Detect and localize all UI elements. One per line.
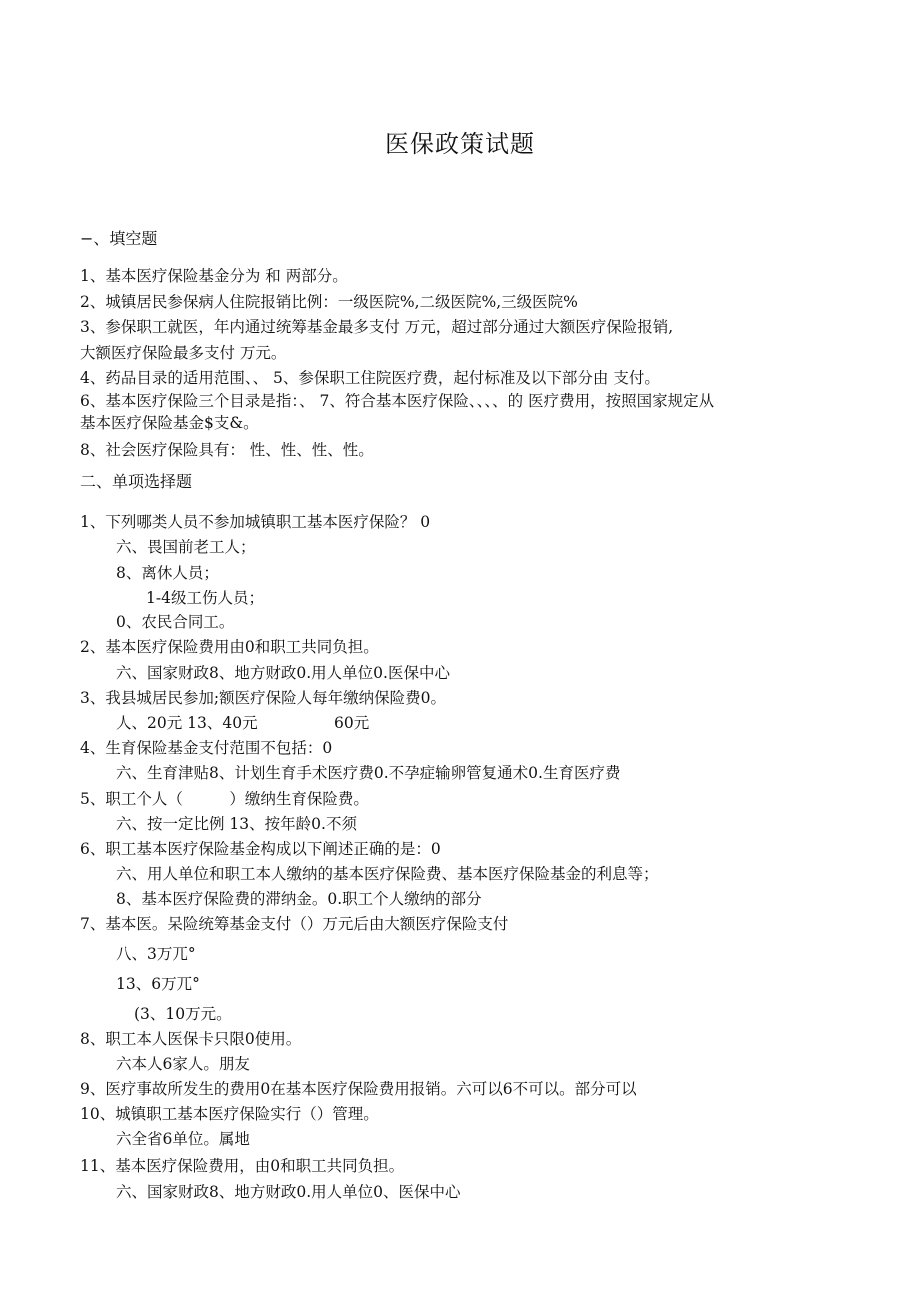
option-line: 8、基本医疗保险费的滞纳金。0.职工个人缴纳的部分 bbox=[116, 890, 482, 908]
question-line: 3、参保职工就医，年内通过统筹基金最多支付 万元，超过部分通过大额医疗保险报销, bbox=[80, 318, 674, 336]
option-line: (3、10万元。 bbox=[134, 1005, 232, 1023]
question-line: 大额医疗保险最多支付 万元。 bbox=[80, 344, 287, 362]
question-line: 4、生育保险基金支付范围不包括：0 bbox=[80, 739, 333, 757]
option-line: 六、生育津贴8、计划生育手术医疗费0.不孕症输卵管复通术0.生育医疗费 bbox=[116, 764, 621, 782]
option-line: 60元 bbox=[334, 714, 370, 732]
option-line: 六本人6家人。朋友 bbox=[116, 1055, 250, 1073]
question-line: 1、下列哪类人员不参加城镇职工基本医疗保险？ 0 bbox=[80, 513, 431, 531]
document-title: 医保政策试题 bbox=[385, 130, 535, 158]
question-line: 3、我县城居民参加;额医疗保险人每年缴纳保险费0。 bbox=[80, 689, 446, 707]
option-line: 六、国家财政8、地方财政0.用人单位0.医保中心 bbox=[116, 664, 450, 682]
option-line: 六、按一定比例 13、按年龄0.不须 bbox=[116, 815, 357, 833]
section-heading-single-choice: 二、单项选择题 bbox=[80, 472, 193, 491]
section-heading-fill-blank: −、填空题 bbox=[80, 229, 158, 248]
question-line: 基本医疗保险基金$支&。 bbox=[80, 414, 259, 432]
question-line: 6、职工基本医疗保险基金构成以下阐述正确的是：0 bbox=[80, 840, 441, 858]
option-line: 六、国家财政8、地方财政0.用人单位0、医保中心 bbox=[116, 1183, 461, 1201]
question-line: 5、职工个人（ ）缴纳生育保险费。 bbox=[80, 790, 369, 808]
question-line: 6、基本医疗保险三个目录是指：、 7、符合基本医疗保险、、、、的 医疗费用，按照国家规定从 bbox=[80, 392, 715, 410]
question-line: 2、基本医疗保险费用由0和职工共同负担。 bbox=[80, 638, 379, 656]
question-line: 4、药品目录的适用范围、、 5、参保职工住院医疗费，起付标准及以下部分由 支付。 bbox=[80, 369, 660, 387]
question-line: 9、医疗事故所发生的费用0在基本医疗保险费用报销。六可以6不可以。部分可以 bbox=[80, 1080, 637, 1098]
question-line: 7、基本医。呆险统筹基金支付（）万元后由大额医疗保险支付 bbox=[80, 915, 509, 933]
option-line: 人、20元 13、40元 bbox=[116, 714, 258, 732]
option-line: 八、3万兀° bbox=[116, 945, 196, 963]
question-line: 8、职工本人医保卡只限0使用。 bbox=[80, 1030, 302, 1048]
option-line: 13、6万兀° bbox=[116, 975, 200, 993]
question-line: 10、城镇职工基本医疗保险实行（）管理。 bbox=[80, 1105, 379, 1123]
question-line: 2、城镇居民参保病人住院报销比例：一级医院%,二级医院%,三级医院% bbox=[80, 293, 578, 311]
option-line: 六、畏国前老工人； bbox=[116, 538, 256, 556]
question-line: 1、基本医疗保险基金分为 和 两部分。 bbox=[80, 267, 348, 285]
option-line: 1-4级工伤人员； bbox=[146, 589, 264, 607]
option-line: 六、用人单位和职工本人缴纳的基本医疗保险费、基本医疗保险基金的利息等； bbox=[116, 865, 659, 883]
option-line: 8、离休人员； bbox=[116, 564, 219, 582]
question-line: 11、基本医疗保险费用，由0和职工共同负担。 bbox=[80, 1157, 405, 1175]
option-line: 六全省6单位。属地 bbox=[116, 1130, 250, 1148]
question-line: 8、社会医疗保险具有： 性、性、性、性。 bbox=[80, 441, 374, 459]
option-line: 0、农民合同工。 bbox=[116, 613, 235, 631]
